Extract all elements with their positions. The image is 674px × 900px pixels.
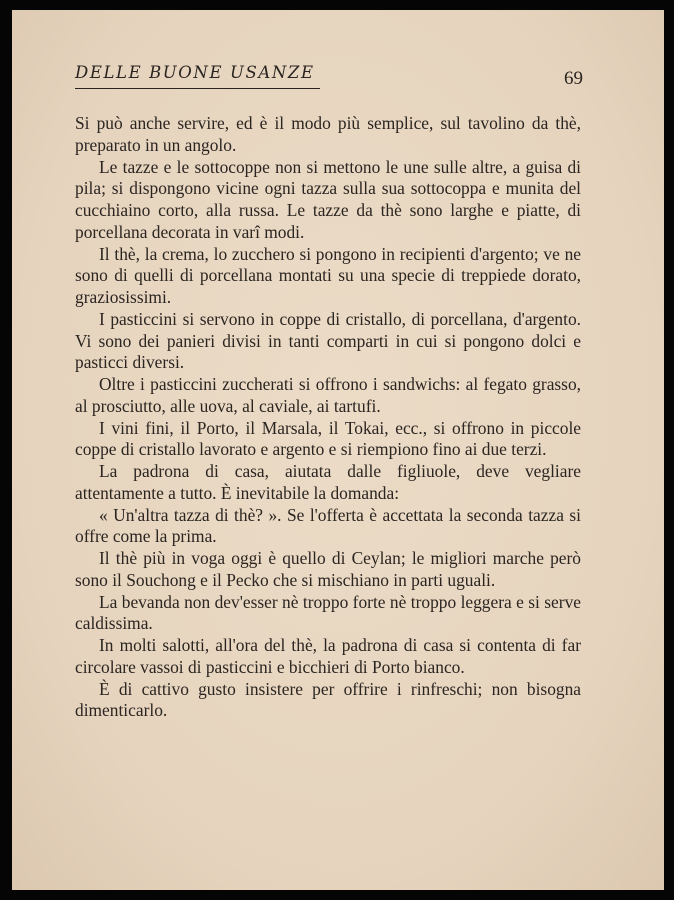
paragraph-9: Il thè più in voga oggi è quello di Ceylan; le migliori marche però sono il Souchong e il Pecko che si mischiano in parti uguali. [75,548,581,590]
page-header [75,63,595,93]
page-number: 69 [564,68,583,89]
header-rule [75,88,320,89]
running-title: DELLE BUONE USANZE [75,63,315,82]
body-text [75,113,581,722]
paragraph-1: Si può anche servire, ed è il modo più semplice, sul tavolino da thè, preparato in un angolo. [75,113,581,155]
book-page [12,10,664,890]
paragraph-8: « Un'altra tazza di thè? ». Se l'offerta è accettata la seconda tazza si offre come la prima. [75,504,581,547]
paragraph-12: È di cattivo gusto insistere per offrire i rinfreschi; non bisogna dimenticarlo. [75,678,581,721]
paragraph-7: La padrona di casa, aiutata dalle figliuole, deve vegliare attentamente a tutto. È inevitabile la domanda: [75,461,581,503]
paragraph-5: Oltre i pasticcini zuccherati si offrono i sandwichs: al fegato grasso, al prosciutto, alle uova, al caviale, ai tartufi. [75,374,581,416]
paragraph-6: I vini fini, il Porto, il Marsala, il Tokai, ecc., si offrono in piccole coppe di cristallo lavorato e argento e si riempiono fino ai due terzi. [75,417,581,460]
paragraph-11: In molti salotti, all'ora del thè, la padrona di casa si contenta di far circolare vassoi di pasticcini e bicchieri di Porto bianco. [75,635,581,677]
paragraph-3: Il thè, la crema, lo zucchero si pongono in recipienti d'argento; ve ne sono di quelli di porcellana montati su una specie di treppiede dorato, graziosissimi. [75,243,581,307]
paragraph-4: I pasticcini si servono in coppe di cristallo, di porcellana, d'argento. Vi sono dei panieri divisi in tanti comparti in cui si pongono dolci e pasticci diversi. [75,308,581,373]
paragraph-2: Le tazze e le sottocoppe non si mettono le une sulle altre, a guisa di pila; si dispongono vicine ogni tazza sulla sua sottocoppa e munita del cucchiaino corto, alla russa. Le tazze da thè sono larghe e piatte, di porcellana decorata in varî modi. [75,156,581,242]
paragraph-10: La bevanda non dev'esser nè troppo forte nè troppo leggera e si serve caldissima. [75,591,581,634]
